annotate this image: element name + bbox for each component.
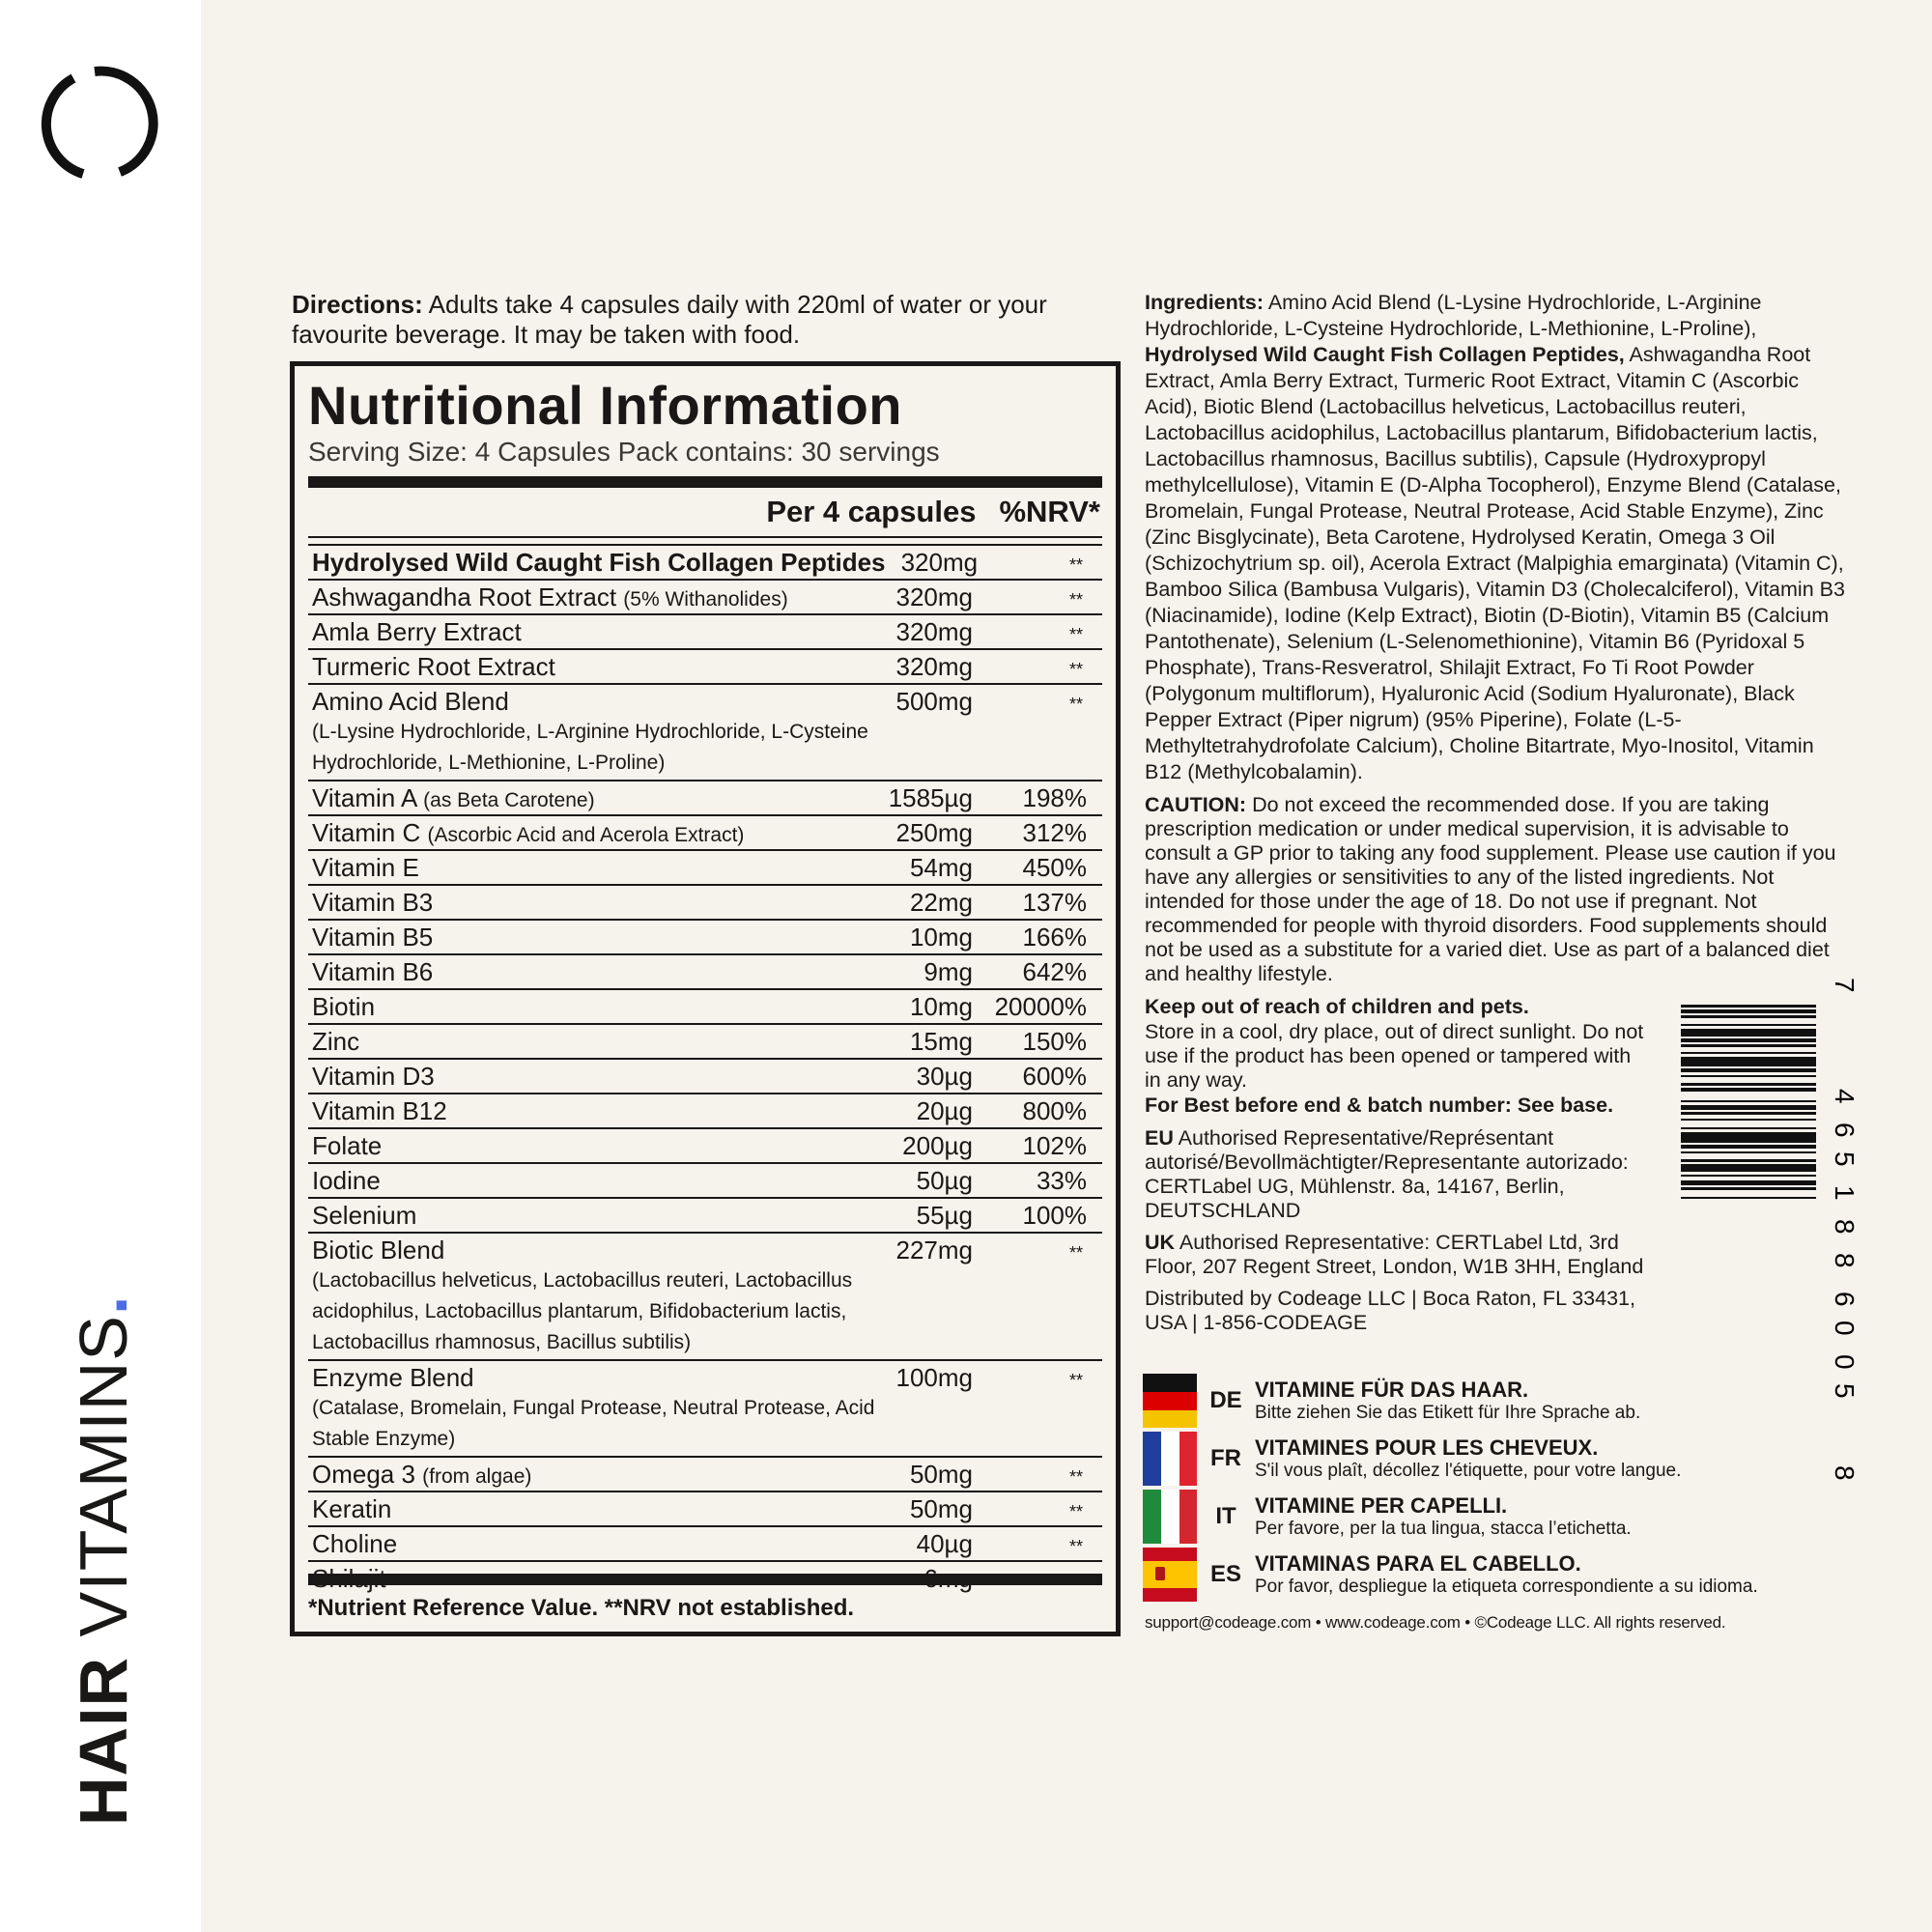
- barcode-bar: [1681, 1151, 1816, 1153]
- language-item-fr: [1143, 1430, 1761, 1488]
- barcode-bar: [1681, 1145, 1816, 1149]
- barcode-digit: 0: [1830, 1354, 1860, 1370]
- thick-divider-bottom: [308, 1574, 1102, 1585]
- barcode-bar: [1681, 1038, 1816, 1042]
- nutrient-detail: (L-Lysine Hydrochloride, L-Arginine Hydrochloride, L-Cysteine Hydrochloride, L-Methionine, L-Proline): [312, 721, 868, 774]
- nutrient-nrv: **: [1068, 1502, 1083, 1521]
- barcode-bar: [1681, 1197, 1816, 1199]
- nutrient-amount: 250mg: [895, 818, 973, 847]
- uk-representative: UK Authorised Representative: CERTLabel Ltd, 3rd Floor, 207 Regent Street, London, W1B 3HH, England: [1145, 1231, 1644, 1278]
- barcode-bar: [1681, 1105, 1816, 1110]
- nutrient-amount: 320mg: [900, 548, 979, 577]
- barcode-bar: [1681, 1057, 1816, 1066]
- nutrient-amount: 10mg: [909, 992, 973, 1021]
- nutrition-row: [308, 1164, 1102, 1199]
- nutrient-name: Vitamin B6: [312, 957, 434, 986]
- nutrient-amount: 320mg: [895, 582, 973, 611]
- nutrient-amount: 10mg: [909, 923, 973, 952]
- nutrient-name: Vitamin C (Ascorbic Acid and Acerola Extract): [312, 818, 745, 847]
- barcode-bar: [1681, 1159, 1816, 1162]
- nutrition-row: [308, 921, 1102, 955]
- nutrient-nrv: **: [1068, 1467, 1083, 1487]
- nutrient-nrv: **: [1068, 695, 1083, 714]
- nutrient-amount: 200µg: [902, 1131, 973, 1160]
- nutrient-name: Biotin: [312, 992, 376, 1021]
- nutrient-nrv: 102%: [1022, 1131, 1087, 1160]
- nutrient-name: Hydrolysed Wild Caught Fish Collagen Peptides: [312, 548, 886, 577]
- nutrient-detail: (Lactobacillus helveticus, Lactobacillus reuteri, Lactobacillus acidophilus, Lactobacillus plantarum, Bifidobacterium lactis, Lactobacillus rhamnosus, Bacillus subtilis): [312, 1269, 853, 1353]
- nutrient-name: Amla Berry Extract: [312, 617, 522, 646]
- barcode-bar: [1681, 1044, 1816, 1047]
- keep-out-warning: Keep out of reach of children and pets.: [1145, 995, 1529, 1018]
- nutrient-name: Enzyme Blend: [312, 1363, 474, 1392]
- footer-contact: support@codeage.com • www.codeage.com • ©Codeage LLC. All rights reserved.: [1145, 1613, 1726, 1632]
- nutrient-nrv: **: [1068, 625, 1083, 644]
- nutrient-amount: 54mg: [909, 853, 973, 882]
- language-subtitle: Per favore, per la tua lingua, stacca l’etichetta.: [1255, 1519, 1632, 1539]
- nutrient-nrv: **: [1068, 555, 1083, 575]
- nutrition-rows: [308, 544, 1102, 1595]
- nutrition-row: [308, 1060, 1102, 1094]
- nutrient-amount: 227mg: [895, 1236, 973, 1264]
- nutrient-name: Vitamin B3: [312, 888, 434, 917]
- barcode-digit: 5: [1830, 1151, 1860, 1167]
- nutrient-amount: 40µg: [916, 1529, 973, 1558]
- barcode-bar: [1681, 1068, 1816, 1072]
- nutrient-amount: 50µg: [916, 1166, 973, 1195]
- sidebar: [0, 0, 201, 1932]
- nutrition-row: [308, 615, 1102, 650]
- nutrient-nrv: **: [1068, 590, 1083, 610]
- barcode-bar: [1681, 1119, 1816, 1121]
- nutrient-name: Iodine: [312, 1166, 381, 1195]
- nutrient-nrv: **: [1068, 1371, 1083, 1390]
- nutrition-panel: [290, 361, 1121, 1636]
- nutrient-amount: 50mg: [909, 1460, 973, 1489]
- barcode-digit: 7: [1830, 978, 1860, 993]
- nutrition-row: [308, 886, 1102, 921]
- barcode-digit: 8: [1830, 1253, 1860, 1268]
- nutrient-amount: 30µg: [916, 1062, 973, 1091]
- nutrition-row: [308, 581, 1102, 615]
- nutrient-name: Biotic Blend: [312, 1236, 445, 1264]
- italy-flag-icon: [1143, 1490, 1197, 1544]
- nutrient-name: Vitamin A (as Beta Carotene): [312, 783, 595, 812]
- directions-text: Directions: Adults take 4 capsules daily with 220ml of water or your favourite beverage. It may be taken with food.: [292, 290, 1047, 349]
- nutrition-row: [308, 1025, 1102, 1060]
- nrv-footnote: *Nutrient Reference Value. **NRV not established.: [308, 1595, 855, 1621]
- nutrient-name: Folate: [312, 1131, 383, 1160]
- nutrient-nrv: **: [1068, 1537, 1083, 1556]
- nutrient-amount: 50mg: [909, 1494, 973, 1523]
- language-item-it: [1143, 1488, 1761, 1546]
- barcode-bar: [1681, 1112, 1816, 1115]
- nutrition-row: [308, 1458, 1102, 1492]
- nutrition-row: [308, 546, 1102, 581]
- language-list: [1143, 1372, 1761, 1604]
- barcode-bar: [1681, 1132, 1816, 1143]
- nutrition-row: [308, 1129, 1102, 1164]
- barcode-digit: 4: [1830, 1089, 1860, 1104]
- ingredients-paragraph: Ingredients: Amino Acid Blend (L-Lysine Hydrochloride, L-Arginine Hydrochloride, L-Cysteine Hydrochloride, L-Methionine, L-Proline), Hydrolysed Wild Caught Fish Collagen Peptides, Ashwagandha Root Extract, Amla Berry Extract, Turmeric Root Extract, Vitamin C (Ascorbic Acid), Biotic Blend (Lactobacillus helveticus, Lactobacillus reuteri, Lactobacillus acidophilus, Lactobacillus plantarum, Bifidobacterium lactis, Lactobacillus rhamnosus, Bacillus subtilis), Capsule (Hydroxypropyl methylcellulose), Vitamin E (D-Alpha Tocopherol), Enzyme Blend (Catalase, Bromelain, Fungal Protease, Neutral Protease, Acid Stable Enzyme), Zinc (Zinc Bisglycinate), Beta Carotene, Hydrolysed Keratin, Omega 3 Oil (Schizochytrium sp. oil), Acerola Extract (Malpighia emarginata) (Vitamin C), Bamboo Silica (Bambusa Vulgaris), Vitamin D3 (Cholecalciferol), Vitamin B3 (Niacinamide), Iodine (Kelp Extract), Biotin (D-Biotin), Vitamin B5 (Calcium Pantothenate), Selenium (L-Selenomethionine), Vitamin B6 (Pyridoxal 5 Phosphate), Trans-Resveratrol, Shilajit Extract, Fo Ti Root Powder (Polygonum multiflorum), Hyaluronic Acid (Sodium Hyaluronate), Black Pepper Extract (Piper nigrum) (95% Piperine), Folate (L-5-Methyltetrahydrofolate Calcium), Choline Bitartrate, Myo-Inositol, Vitamin B12 (Methylcobalamin).: [1145, 291, 1845, 783]
- nutrition-header-row: [308, 488, 1102, 538]
- nutrient-amount: 22mg: [909, 888, 973, 917]
- nutrient-nrv: 312%: [1022, 818, 1087, 847]
- thick-divider: [308, 476, 1102, 488]
- nutrient-name: Choline: [312, 1529, 398, 1558]
- eu-representative: EU Authorised Representative/Représentant autorisé/Bevollmächtigter/Representante autorizado: CERTLabel UG, Mühlenstr. 8a, 14167, Berlin, DEUTSCHLAND: [1145, 1126, 1629, 1222]
- nutrition-row: [308, 1361, 1102, 1458]
- nutrient-nrv: 198%: [1022, 783, 1087, 812]
- nutrition-row: [308, 650, 1102, 685]
- nutrient-nrv: 800%: [1022, 1096, 1087, 1125]
- nutrition-row: [308, 990, 1102, 1025]
- language-code: IT: [1215, 1503, 1236, 1529]
- language-title: VITAMINAS PARA EL CABELLO.: [1255, 1551, 1581, 1576]
- language-item-de: [1143, 1372, 1761, 1430]
- nutrient-name: Vitamin B12: [312, 1096, 447, 1125]
- nutrient-name: Vitamin E: [312, 853, 419, 882]
- nutrient-amount: 15mg: [909, 1027, 973, 1056]
- barcode-bar: [1681, 1029, 1816, 1037]
- barcode-bar: [1681, 1175, 1816, 1177]
- nutrient-amount: 9mg: [923, 957, 973, 986]
- barcode-bar: [1681, 1005, 1816, 1008]
- nutrient-name: Amino Acid Blend: [312, 687, 509, 716]
- language-item-es: [1143, 1546, 1761, 1604]
- nutrient-name: Selenium: [312, 1201, 417, 1230]
- barcode-bar: [1681, 1100, 1816, 1102]
- nutrient-amount: 20µg: [916, 1096, 973, 1125]
- nutrient-nrv: 450%: [1022, 853, 1087, 882]
- language-code: ES: [1209, 1561, 1241, 1587]
- distributor-text: Distributed by Codeage LLC | Boca Raton, FL 33431, USA | 1-856-CODEAGE: [1145, 1287, 1635, 1334]
- barcode-bar: [1681, 1075, 1816, 1077]
- nutrient-amount: 1585µg: [888, 783, 973, 812]
- language-subtitle: S'il vous plaît, décollez l'étiquette, pour votre langue.: [1255, 1461, 1682, 1481]
- nutrient-nrv: 33%: [1036, 1166, 1087, 1195]
- barcode-bar: [1681, 1024, 1816, 1026]
- nutrition-row: [308, 955, 1102, 990]
- barcode-digit: 6: [1830, 1292, 1860, 1307]
- language-subtitle: Bitte ziehen Sie das Etikett für Ihre Sprache ab.: [1255, 1403, 1641, 1423]
- barcode-bar: [1681, 1127, 1816, 1129]
- nutrient-name: Ashwagandha Root Extract (5% Withanolides): [312, 582, 788, 611]
- nutrient-nrv: 150%: [1022, 1027, 1087, 1056]
- barcode-bar: [1681, 1187, 1816, 1190]
- nutrient-amount: 320mg: [895, 617, 973, 646]
- nutrient-amount: 500mg: [895, 687, 973, 716]
- nutrition-row: [308, 1492, 1102, 1527]
- nutrient-nrv: **: [1068, 660, 1083, 679]
- storage-text: Store in a cool, dry place, out of direct sunlight. Do not use if the product has been opened or tampered with in any way.: [1145, 1020, 1644, 1092]
- column-header-nrv: %NRV*: [999, 495, 1100, 528]
- column-header-amount: Per 4 capsules: [766, 495, 977, 528]
- nutrient-amount: 100mg: [895, 1363, 973, 1392]
- barcode-bar: [1681, 1164, 1816, 1172]
- nutrient-name: Turmeric Root Extract: [312, 652, 555, 681]
- nutrient-name: Keratin: [312, 1494, 392, 1523]
- language-title: VITAMINES POUR LES CHEVEUX.: [1255, 1435, 1599, 1460]
- nutrition-row: [308, 1094, 1102, 1129]
- nutrient-amount: 55µg: [916, 1201, 973, 1230]
- barcode-bar: [1681, 1015, 1816, 1018]
- language-title: VITAMINE PER CAPELLI.: [1255, 1493, 1508, 1518]
- nutrition-row: [308, 851, 1102, 886]
- nutrient-nrv: 137%: [1022, 888, 1087, 917]
- nutrient-nrv: 20000%: [994, 992, 1087, 1021]
- nutrition-row: [308, 781, 1102, 816]
- barcode-digit: 0: [1830, 1321, 1860, 1336]
- nutrient-name: Omega 3 (from algae): [312, 1460, 532, 1489]
- caution-paragraph: CAUTION: Do not exceed the recommended dose. If you are taking prescription medication or under medical supervision, it is advisable to consult a GP prior to taking any food supplement. Please use caution if you have any allergies or sensitivities to any of the listed ingredients. Not intended for those under the age of 18. Do not use if pregnant. Not recommended for people with thyroid disorders. Food supplements should not be used as a substitute for a varied diet. Use as part of a balanced diet and healthy lifestyle.: [1145, 793, 1836, 985]
- barcode-bar: [1681, 1088, 1816, 1092]
- barcode-digit: 8: [1830, 1465, 1860, 1481]
- nutrient-nrv: 100%: [1022, 1201, 1087, 1230]
- nutrition-row: [308, 685, 1102, 781]
- nutrient-nrv: 166%: [1022, 923, 1087, 952]
- barcode-digit: 8: [1830, 1219, 1860, 1235]
- france-flag-icon: [1143, 1432, 1197, 1486]
- nutrient-name: Vitamin D3: [312, 1062, 435, 1091]
- nutrient-name: Vitamin B5: [312, 923, 434, 952]
- best-before-text: For Best before end & batch number: See base.: [1145, 1094, 1614, 1117]
- barcode-bar: [1681, 1180, 1816, 1185]
- serving-size: Serving Size: 4 Capsules Pack contains: 30 servings: [308, 437, 940, 467]
- language-subtitle: Por favor, despliegue la etiqueta correspondiente a su idioma.: [1255, 1577, 1758, 1597]
- barcode-bar: [1681, 1009, 1816, 1013]
- nutrient-nrv: 642%: [1022, 957, 1087, 986]
- nutrition-row: [308, 1527, 1102, 1562]
- nutrition-row: [308, 816, 1102, 851]
- nutrient-nrv: 600%: [1022, 1062, 1087, 1091]
- circle-ring-logo-icon: [41, 64, 160, 184]
- nutrient-nrv: **: [1068, 1243, 1083, 1263]
- spain-flag-icon: [1143, 1548, 1197, 1602]
- barcode-digit: 6: [1830, 1122, 1860, 1138]
- language-code: FR: [1210, 1445, 1241, 1471]
- language-code: DE: [1209, 1387, 1242, 1413]
- nutrition-row: [308, 1199, 1102, 1234]
- nutrient-name: Zinc: [312, 1027, 360, 1056]
- language-title: VITAMINE FÜR DAS HAAR.: [1255, 1378, 1529, 1402]
- vertical-product-title: HAIR VITAMINS.: [66, 1294, 141, 1826]
- germany-flag-icon: [1143, 1374, 1197, 1428]
- nutrition-title: Nutritional Information: [308, 375, 903, 436]
- barcode-digit: 5: [1830, 1383, 1860, 1399]
- nutrition-row: [308, 1234, 1102, 1361]
- barcode-bar: [1681, 1052, 1816, 1054]
- nutrient-amount: 320mg: [895, 652, 973, 681]
- nutrient-detail: (Catalase, Bromelain, Fungal Protease, Neutral Protease, Acid Stable Enzyme): [312, 1397, 875, 1450]
- barcode-bar: [1681, 1083, 1816, 1086]
- barcode-digit: 1: [1830, 1185, 1860, 1201]
